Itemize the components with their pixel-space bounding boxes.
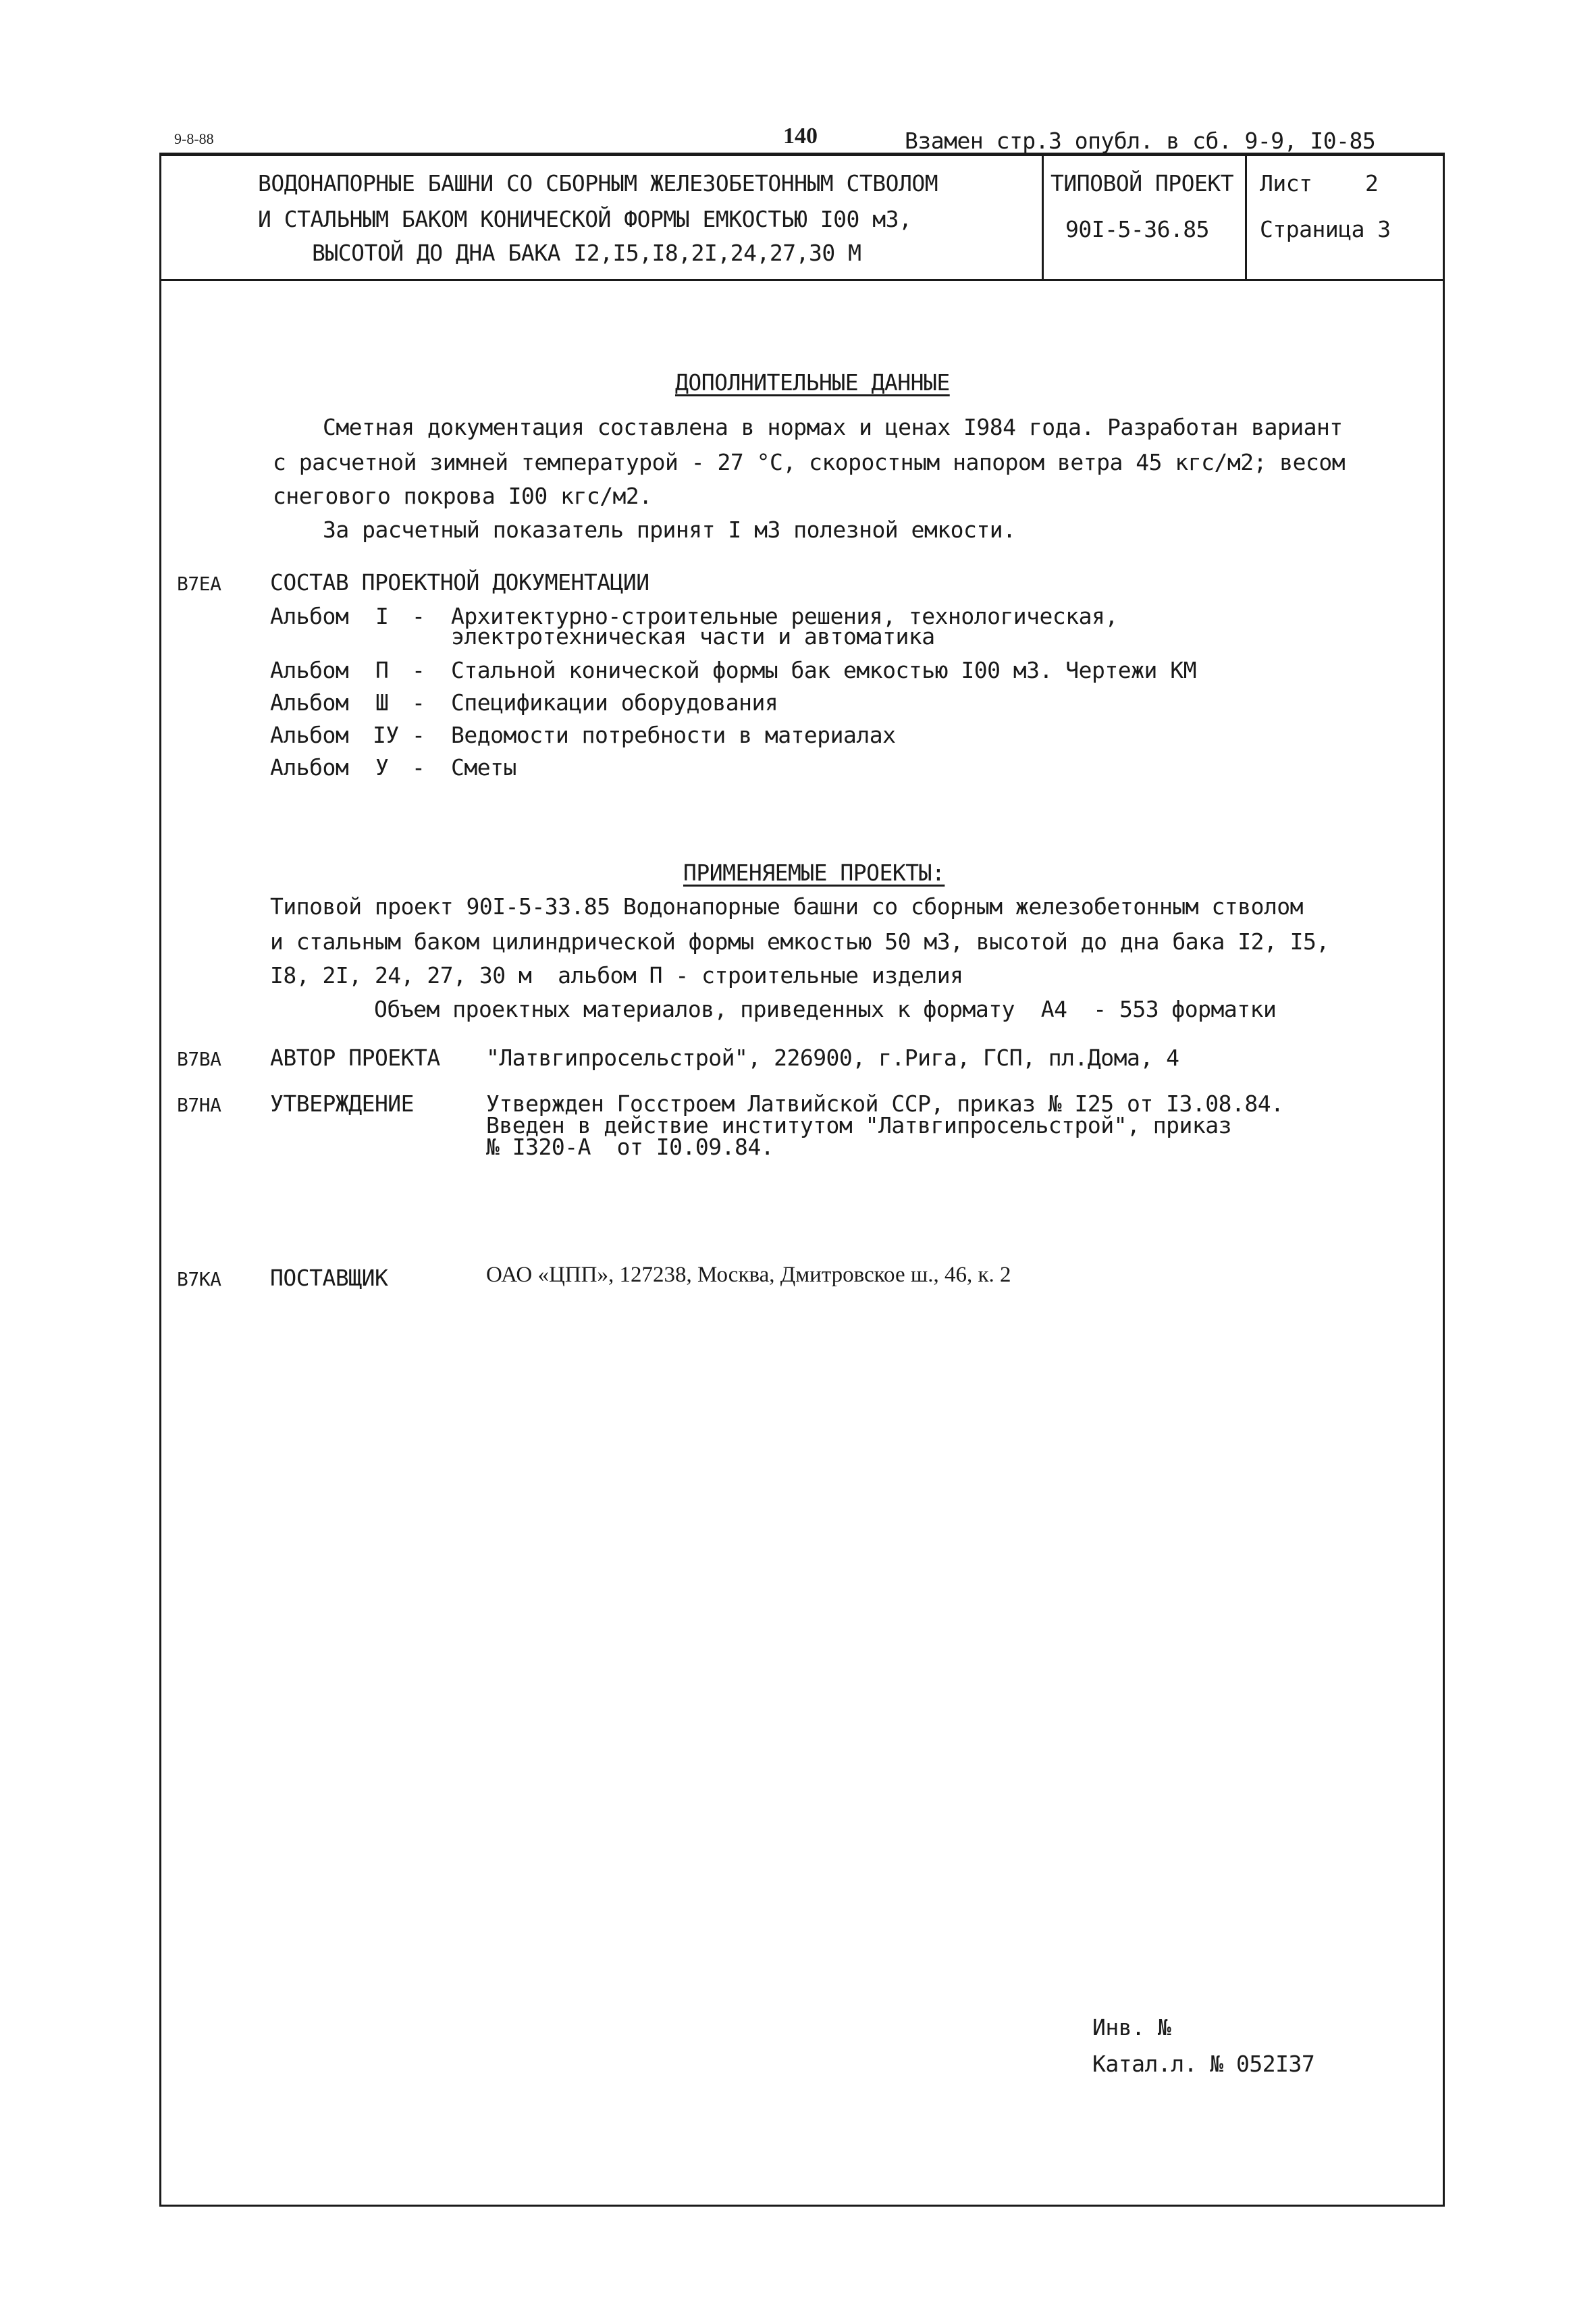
title-block-divider-2	[1245, 154, 1247, 280]
project-label: ТИПОВОЙ ПРОЕКТ	[1050, 170, 1234, 196]
album-2-label: Альбом	[270, 657, 349, 683]
applied-projects-line-4: Объем проектных материалов, приведенных к формату А4 - 553 форматки	[374, 996, 1277, 1022]
page-number: 140	[783, 124, 818, 149]
album-5-number: У	[375, 754, 389, 781]
album-2-text: Стальной конической формы бак емкостью I00 м3. Чертежи КМ	[451, 657, 1196, 683]
supplier-code: В7КА	[177, 1268, 221, 1290]
album-5-label: Альбом	[270, 754, 349, 781]
additional-data-line-3: снегового покрова I00 кгс/м2.	[273, 483, 652, 509]
album-2-number: П	[375, 657, 389, 683]
album-3-number: Ш	[375, 689, 389, 716]
album-3-dash: -	[412, 689, 425, 716]
album-4-text: Ведомости потребности в материалах	[451, 722, 896, 748]
album-1-label: Альбом	[270, 603, 349, 629]
approval-line-3: № I320-А от I0.09.84.	[486, 1134, 774, 1160]
album-1-number: I	[375, 603, 389, 629]
approval-line-2: Введен в действие институтом "Латвгипросельстрой", приказ	[486, 1112, 1231, 1138]
approval-label: УТВЕРЖДЕНИЕ	[270, 1090, 415, 1117]
sheet-number: 2	[1365, 170, 1379, 196]
supplier-label: ПОСТАВЩИК	[270, 1265, 388, 1291]
album-5-dash: -	[412, 754, 425, 781]
project-number: 90I-5-36.85	[1065, 216, 1210, 242]
sheet-label: Лист	[1260, 170, 1312, 196]
title-line-2: И СТАЛЬНЫМ БАКОМ КОНИЧЕСКОЙ ФОРМЫ ЕМКОСТЬЮ I00 м3,	[258, 206, 912, 232]
album-1-text-line-1: Архитектурно-строительные решения, технологическая,	[451, 603, 1118, 629]
additional-data-line-2: с расчетной зимней температурой - 27 °С, скоростным напором ветра 45 кгс/м2; весом	[273, 449, 1346, 475]
additional-data-heading: ДОПОЛНИТЕЛЬНЫЕ ДАННЫЕ	[675, 369, 950, 396]
approval-line-1: Утвержден Госстроем Латвийской ССР, приказ № I25 от I3.08.84.	[486, 1090, 1284, 1117]
author-label: АВТОР ПРОЕКТА	[270, 1045, 440, 1071]
inventory-label: Инв. №	[1092, 2014, 1171, 2041]
album-5-text: Сметы	[451, 754, 516, 781]
page-label: Страница 3	[1260, 216, 1391, 242]
album-3-label: Альбом	[270, 689, 349, 716]
title-line-3: ВЫСОТОЙ ДО ДНА БАКА I2,I5,I8,2I,24,27,30 М	[312, 240, 861, 266]
applied-projects-line-2: и стальным баком цилиндрической формы емкостью 50 м3, высотой до дна бака I2, I5,	[270, 928, 1329, 955]
applied-projects-heading: ПРИМЕНЯЕМЫЕ ПРОЕКТЫ:	[683, 860, 945, 886]
author-value: "Латвгипросельстрой", 226900, г.Рига, ГСП, пл.Дома, 4	[486, 1045, 1179, 1071]
album-2-dash: -	[412, 657, 425, 683]
catalog-label: Катал.л. № 052I37	[1092, 2051, 1315, 2077]
additional-data-line-4: За расчетный показатель принят I м3 полезной емкости.	[323, 517, 1016, 543]
album-3-text: Спецификации оборудования	[451, 689, 778, 716]
composition-code: В7ЕА	[177, 573, 221, 595]
album-4-label: Альбом	[270, 722, 349, 748]
approval-code: В7НА	[177, 1094, 221, 1116]
applied-projects-line-3: I8, 2I, 24, 27, 30 м альбом П - строительные изделия	[270, 962, 963, 989]
supplier-value: ОАО «ЦПП», 127238, Москва, Дмитровское ш., 46, к. 2	[486, 1263, 1011, 1287]
author-code: В7ВА	[177, 1048, 221, 1070]
additional-data-line-1: Сметная документация составлена в нормах и ценах I984 года. Разработан вариант	[323, 414, 1343, 440]
album-1-text-line-2: электротехническая части и автоматика	[451, 623, 935, 650]
album-1-dash: -	[412, 603, 425, 629]
document-code: 9-8-88	[174, 130, 214, 147]
title-block-divider-1	[1042, 154, 1044, 280]
album-4-dash: -	[412, 722, 425, 748]
title-block-bottom-rule	[159, 279, 1445, 281]
composition-heading: СОСТАВ ПРОЕКТНОЙ ДОКУМЕНТАЦИИ	[270, 569, 649, 596]
album-4-number: IУ	[373, 722, 399, 748]
applied-projects-line-1: Типовой проект 90I-5-33.85 Водонапорные башни со сборным железобетонным стволом	[270, 893, 1304, 920]
replacement-note: Взамен стр.3 опубл. в сб. 9-9, I0-85	[905, 128, 1376, 154]
title-line-1: ВОДОНАПОРНЫЕ БАШНИ СО СБОРНЫМ ЖЕЛЕЗОБЕТОННЫМ СТВОЛОМ	[258, 170, 938, 196]
